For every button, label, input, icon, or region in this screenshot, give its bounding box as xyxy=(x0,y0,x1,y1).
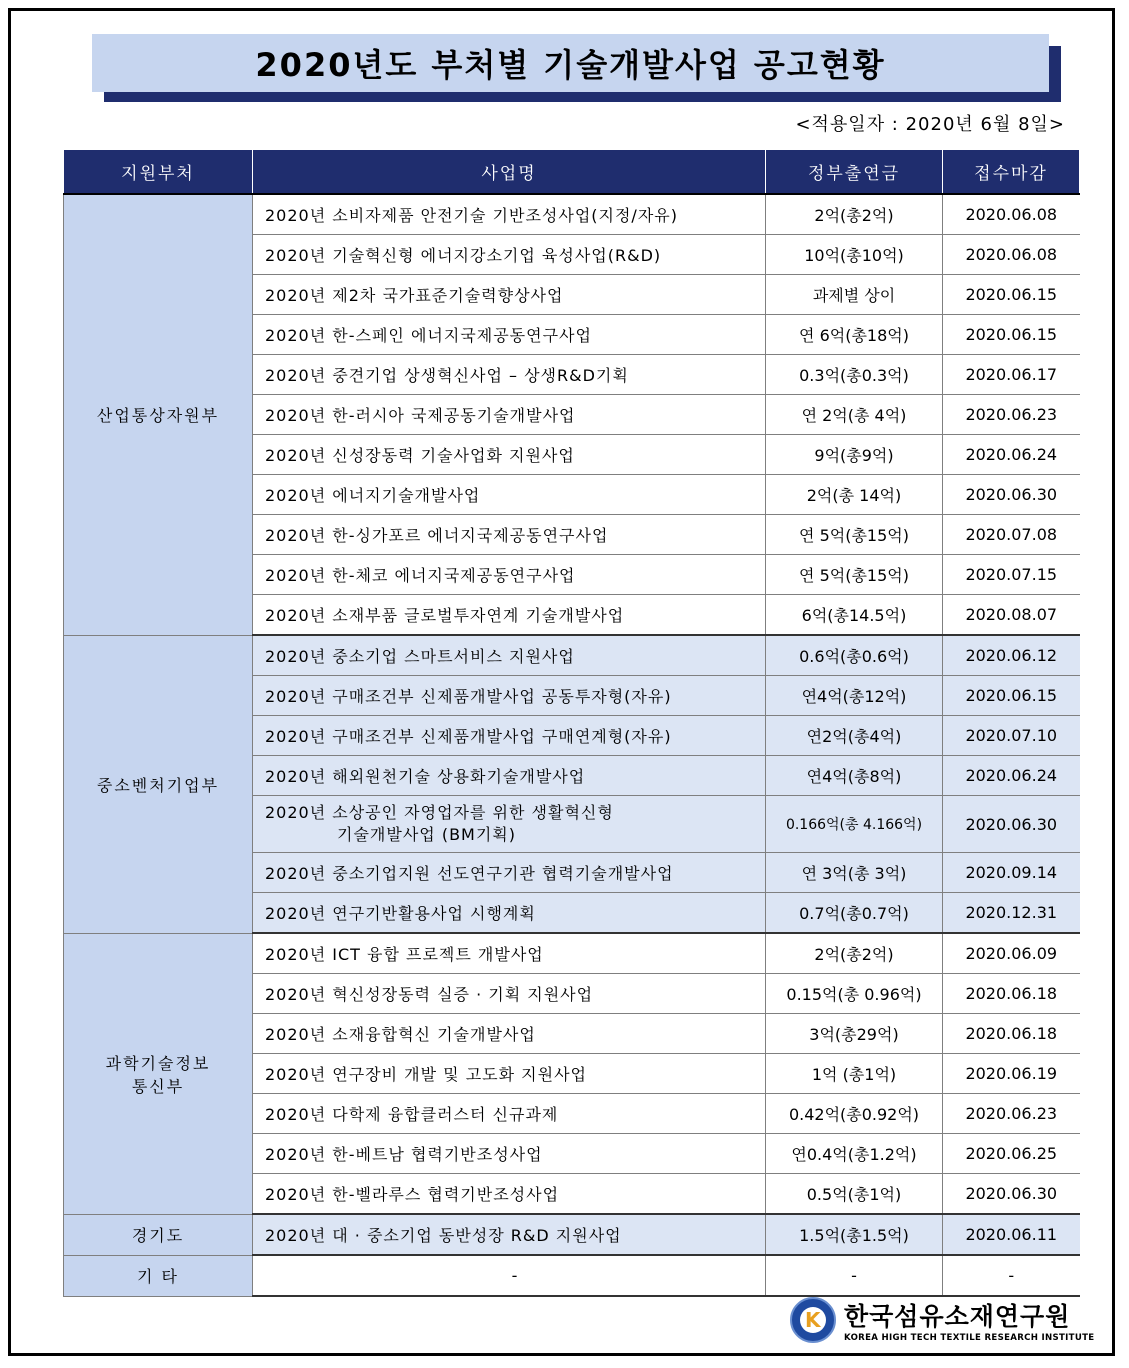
table-row xyxy=(64,1214,1080,1255)
table-row xyxy=(64,933,1080,974)
header-project: 사업명 xyxy=(253,150,766,195)
government-fund-cell: 3억(총29억) xyxy=(766,1014,943,1054)
dept-cell xyxy=(64,933,253,1214)
government-fund-cell: 0.166억(총 4.166억) xyxy=(766,796,943,853)
deadline-cell: 2020.06.24 xyxy=(943,756,1080,796)
government-fund-cell: 0.5억(총1억) xyxy=(766,1174,943,1215)
government-fund-cell: 연4억(총12억) xyxy=(766,676,943,716)
government-fund-cell: 연 6억(총18억) xyxy=(766,315,943,355)
project-name: 2020년 에너지기술개발사업 xyxy=(265,486,481,505)
project-name: 2020년 소재부품 글로벌투자연계 기술개발사업 xyxy=(265,606,625,625)
project-name-cell xyxy=(253,395,766,435)
project-name: 2020년 신성장동력 기술사업화 지원사업 xyxy=(265,446,575,465)
table-row xyxy=(64,1255,1080,1296)
project-name: 2020년 혁신성장동력 실증 · 기획 지원사업 xyxy=(265,985,594,1004)
deadline-cell: 2020.08.07 xyxy=(943,595,1080,636)
deadline-cell: 2020.06.08 xyxy=(943,235,1080,275)
project-name: 2020년 중견기업 상생혁신사업 – 상생R&D기획 xyxy=(265,366,629,385)
deadline-cell: 2020.06.24 xyxy=(943,435,1080,475)
government-fund-cell: 연4억(총8억) xyxy=(766,756,943,796)
project-name-cell xyxy=(253,676,766,716)
government-fund-cell: 9억(총9억) xyxy=(766,435,943,475)
deadline-cell: 2020.12.31 xyxy=(943,893,1080,934)
project-name: 2020년 연구기반활용사업 시행계획 xyxy=(265,904,536,923)
logo-emblem-icon xyxy=(790,1297,836,1343)
dept-label: 산업통상자원부 xyxy=(96,406,220,426)
project-name-cell xyxy=(253,1214,766,1255)
logo-name-english: KOREA HIGH TECH TEXTILE RESEARCH INSTITUTE xyxy=(844,1333,1095,1343)
dept-cell xyxy=(64,1255,253,1296)
deadline-cell: 2020.06.12 xyxy=(943,635,1080,676)
government-fund-cell: 0.3억(총0.3억) xyxy=(766,355,943,395)
project-name: 2020년 소상공인 자영업자를 위한 생활혁신형 xyxy=(265,803,614,822)
project-name-cell xyxy=(253,933,766,974)
project-name-cell xyxy=(253,756,766,796)
deadline-cell: 2020.06.15 xyxy=(943,315,1080,355)
institute-logo xyxy=(790,1297,1094,1343)
project-name-cell xyxy=(253,853,766,893)
project-name: 2020년 ICT 융합 프로젝트 개발사업 xyxy=(265,945,544,964)
deadline-cell: 2020.06.18 xyxy=(943,974,1080,1014)
deadline-cell: 2020.06.15 xyxy=(943,676,1080,716)
project-name-cell xyxy=(253,435,766,475)
project-name-cell xyxy=(253,1094,766,1134)
project-name-cell xyxy=(253,893,766,934)
government-fund-cell: 10억(총10억) xyxy=(766,235,943,275)
government-fund-cell: 0.42억(총0.92억) xyxy=(766,1094,943,1134)
deadline-cell: - xyxy=(943,1255,1080,1296)
project-name-cell xyxy=(253,515,766,555)
table-row xyxy=(64,194,1080,235)
deadline-cell: 2020.06.25 xyxy=(943,1134,1080,1174)
government-fund-cell: 6억(총14.5억) xyxy=(766,595,943,636)
government-fund-cell: 연 2억(총 4억) xyxy=(766,395,943,435)
deadline-cell: 2020.06.30 xyxy=(943,1174,1080,1215)
project-name: 2020년 중소기업지원 선도연구기관 협력기술개발사업 xyxy=(265,864,674,883)
deadline-cell: 2020.06.30 xyxy=(943,796,1080,853)
dept-cell xyxy=(64,1214,253,1255)
project-name: - xyxy=(511,1266,519,1285)
project-name-cell xyxy=(253,275,766,315)
project-name-cell xyxy=(253,1174,766,1215)
government-fund-cell: - xyxy=(766,1255,943,1296)
deadline-cell: 2020.06.15 xyxy=(943,275,1080,315)
project-name: 2020년 한-러시아 국제공동기술개발사업 xyxy=(265,406,576,425)
government-fund-cell: 0.7억(총0.7억) xyxy=(766,893,943,934)
deadline-cell: 2020.06.19 xyxy=(943,1054,1080,1094)
dept-label: 기 타 xyxy=(137,1267,179,1286)
government-fund-cell: 연2억(총4억) xyxy=(766,716,943,756)
government-fund-cell: 연 3억(총 3억) xyxy=(766,853,943,893)
header-deadline: 접수마감 xyxy=(943,150,1080,195)
project-name-cell xyxy=(253,315,766,355)
deadline-cell: 2020.06.30 xyxy=(943,475,1080,515)
government-fund-cell: 연 5억(총15억) xyxy=(766,555,943,595)
project-name-cell xyxy=(253,974,766,1014)
government-fund-cell: 연 5억(총15억) xyxy=(766,515,943,555)
deadline-cell: 2020.06.17 xyxy=(943,355,1080,395)
dept-cell xyxy=(64,635,253,933)
deadline-cell: 2020.06.08 xyxy=(943,194,1080,235)
deadline-cell: 2020.07.08 xyxy=(943,515,1080,555)
dept-label: 중소벤처기업부 xyxy=(96,775,220,795)
government-fund-cell: 2억(총 14억) xyxy=(766,475,943,515)
project-name: 2020년 소재융합혁신 기술개발사업 xyxy=(265,1025,536,1044)
government-fund-cell: 0.6억(총0.6억) xyxy=(766,635,943,676)
effective-date: <적용일자 : 2020년 6월 8일> xyxy=(795,114,1065,135)
project-name-cell xyxy=(253,1014,766,1054)
logo-name-korean: 한국섬유소재연구원 xyxy=(844,1302,1071,1331)
project-name: 2020년 기술혁신형 에너지강소기업 육성사업(R&D) xyxy=(265,246,662,265)
dept-label: 과학기술정보 xyxy=(105,1053,211,1073)
project-name-cell xyxy=(253,1255,766,1296)
project-name: 2020년 한-벨라루스 협력기반조성사업 xyxy=(265,1185,560,1204)
deadline-cell: 2020.06.11 xyxy=(943,1214,1080,1255)
project-name: 2020년 연구장비 개발 및 고도화 지원사업 xyxy=(265,1065,587,1084)
dept-label: 경기도 xyxy=(131,1226,185,1245)
table-row xyxy=(64,635,1080,676)
project-name: 2020년 대 · 중소기업 동반성장 R&D 지원사업 xyxy=(265,1226,622,1245)
project-name-cell xyxy=(253,1054,766,1094)
project-name: 2020년 다학제 융합클러스터 신규과제 xyxy=(265,1105,559,1124)
title-box xyxy=(92,34,1049,92)
deadline-cell: 2020.07.15 xyxy=(943,555,1080,595)
project-name: 2020년 한-스페인 에너지국제공동연구사업 xyxy=(265,326,592,345)
project-name-cell xyxy=(253,635,766,676)
project-name-cell xyxy=(253,235,766,275)
project-name-cell xyxy=(253,1134,766,1174)
page-title: 2020년도 부처별 기술개발사업 공고현황 xyxy=(255,46,886,84)
announcement-table xyxy=(63,149,1080,1297)
project-name-cell xyxy=(253,796,766,853)
project-name: 2020년 한-베트남 협력기반조성사업 xyxy=(265,1145,543,1164)
government-fund-cell: 2억(총2억) xyxy=(766,194,943,235)
dept-label-line2: 통신부 xyxy=(131,1076,185,1096)
government-fund-cell: 0.15억(총 0.96억) xyxy=(766,974,943,1014)
deadline-cell: 2020.06.09 xyxy=(943,933,1080,974)
deadline-cell: 2020.06.18 xyxy=(943,1014,1080,1054)
table-body xyxy=(64,194,1080,1296)
project-name: 2020년 중소기업 스마트서비스 지원사업 xyxy=(265,647,575,666)
project-name: 2020년 소비자제품 안전기술 기반조성사업(지정/자유) xyxy=(265,206,678,225)
logo-mark-letter: K xyxy=(805,1308,821,1332)
project-name: 2020년 한-체코 에너지국제공동연구사업 xyxy=(265,566,576,585)
government-fund-cell: 연0.4억(총1.2억) xyxy=(766,1134,943,1174)
deadline-cell: 2020.09.14 xyxy=(943,853,1080,893)
project-name: 2020년 구매조건부 신제품개발사업 구매연계형(자유) xyxy=(265,727,672,746)
project-name-cell xyxy=(253,194,766,235)
deadline-cell: 2020.06.23 xyxy=(943,1094,1080,1134)
project-name: 2020년 제2차 국가표준기술력향상사업 xyxy=(265,286,564,305)
deadline-cell: 2020.07.10 xyxy=(943,716,1080,756)
project-name: 2020년 해외원천기술 상용화기술개발사업 xyxy=(265,767,586,786)
project-name: 2020년 한-싱가포르 에너지국제공동연구사업 xyxy=(265,526,609,545)
dept-cell xyxy=(64,194,253,635)
project-name-cell xyxy=(253,355,766,395)
project-name-cell xyxy=(253,475,766,515)
government-fund-cell: 1억 (총1억) xyxy=(766,1054,943,1094)
project-name: 2020년 구매조건부 신제품개발사업 공동투자형(자유) xyxy=(265,687,672,706)
project-name-line2: 기술개발사업 (BM기획) xyxy=(337,825,516,844)
project-name-cell xyxy=(253,555,766,595)
government-fund-cell: 과제별 상이 xyxy=(766,275,943,315)
header-fund: 정부출연금 xyxy=(766,150,943,195)
header-dept: 지원부처 xyxy=(64,150,253,195)
table-header-row xyxy=(64,150,1080,195)
project-name-cell xyxy=(253,716,766,756)
project-name-cell xyxy=(253,595,766,636)
government-fund-cell: 1.5억(총1.5억) xyxy=(766,1214,943,1255)
government-fund-cell: 2억(총2억) xyxy=(766,933,943,974)
deadline-cell: 2020.06.23 xyxy=(943,395,1080,435)
